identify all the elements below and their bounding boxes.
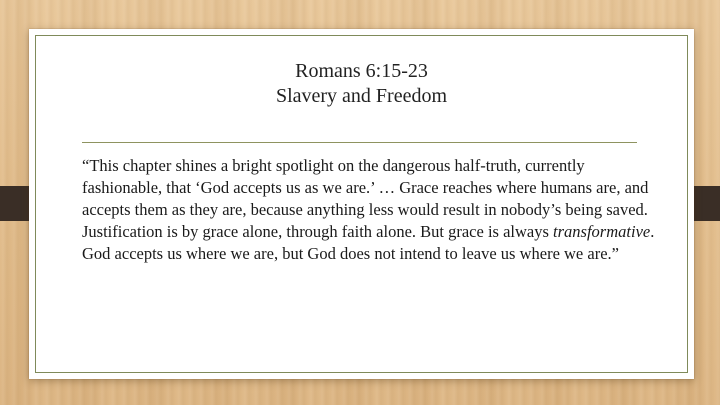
quote-part-2: . God accepts us where we are, but God does not intend to leave us where we are.” [82, 222, 655, 263]
title-line-subtitle: Slavery and Freedom [275, 85, 448, 107]
quote-text [82, 155, 657, 265]
quote-emphasis: transformative [553, 222, 651, 241]
quote-part-1: “This chapter shines a bright spotlight on the dangerous half-truth, currently fashionable, that ‘God accepts us as we are.’ … Grace reaches where humans are, and accepts them as they are, because anything less would result in nobody’s being saved. Justification is by grace alone, through faith alone. But grace is always [82, 156, 649, 241]
slide-title [29, 59, 694, 109]
title-divider [82, 142, 637, 143]
title-line-reference: Romans 6:15-23 [295, 60, 428, 82]
slide-card [29, 29, 694, 379]
